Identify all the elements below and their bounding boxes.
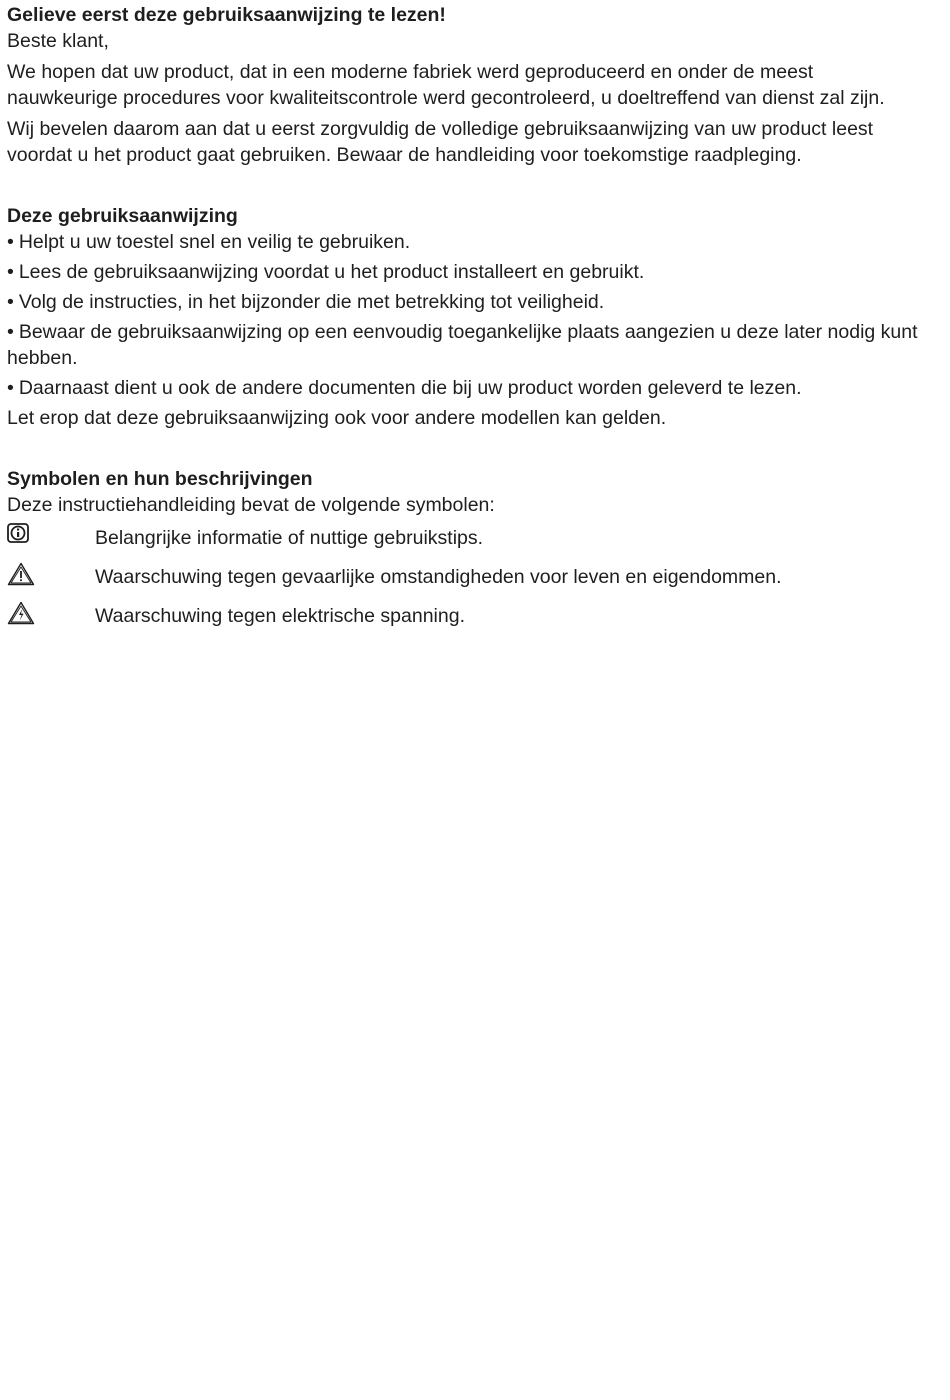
symbol-description: Waarschuwing tegen elektrische spanning. bbox=[95, 605, 465, 627]
symbol-description: Waarschuwing tegen gevaarlijke omstandigheden voor leven en eigendommen. bbox=[95, 566, 782, 588]
list-item-text: Daarnaast dient u ook de andere documenten die bij uw product worden geleverd te lezen. bbox=[18, 377, 802, 399]
manual-section-heading: Deze gebruiksaanwijzing bbox=[7, 204, 238, 227]
symbol-row-warning bbox=[7, 562, 922, 601]
list-item bbox=[7, 229, 922, 256]
symbol-description: Belangrijke informatie of nuttige gebruikstips. bbox=[95, 527, 484, 549]
symbols-intro: Deze instructiehandleiding bevat de volgende symbolen: bbox=[7, 493, 495, 516]
symbol-row-info bbox=[7, 523, 922, 562]
symbol-row-electric bbox=[7, 601, 922, 640]
list-item-text: Volg de instructies, in het bijzonder die met betrekking tot veiligheid. bbox=[18, 290, 605, 313]
warning-triangle-icon bbox=[7, 562, 95, 586]
list-item-text: Helpt u uw toestel snel en veilig te gebruiken. bbox=[18, 230, 411, 253]
intro-paragraph-2: Wij bevelen daarom aan dat u eerst zorgvuldig de volledige gebruiksaanwijzing van uw product leest voordat u het product gaat gebruiken. Bewaar de handleiding voor toekomstige raadpleging. bbox=[7, 117, 874, 166]
bullet-icon: • bbox=[7, 260, 14, 283]
list-item bbox=[7, 375, 922, 402]
page-title: Gelieve eerst deze gebruiksaanwijzing te lezen! bbox=[7, 4, 446, 26]
bullet-icon: • bbox=[7, 320, 14, 343]
list-item bbox=[7, 259, 922, 286]
symbols-list bbox=[7, 523, 922, 640]
spacer bbox=[7, 173, 922, 203]
list-item bbox=[7, 319, 922, 372]
manual-page bbox=[7, 2, 922, 640]
greeting: Beste klant, bbox=[7, 30, 109, 52]
bullet-icon: • bbox=[7, 230, 14, 253]
list-item-text: Bewaar de gebruiksaanwijzing op een eenvoudig toegankelijke plaats aangezien u deze later nodig kunt hebben. bbox=[7, 320, 918, 369]
intro-paragraph-1: We hopen dat uw product, dat in een moderne fabriek werd geproduceerd en onder de meest nauwkeurige procedures voor kwaliteitscontrole werd gecontroleerd, u doeltreffend van dienst zal zijn. bbox=[7, 60, 885, 109]
symbols-section-heading: Symbolen en hun beschrijvingen bbox=[7, 467, 313, 490]
bullet-icon: • bbox=[7, 290, 14, 313]
manual-note: Let erop dat deze gebruiksaanwijzing ook voor andere modellen kan gelden. bbox=[7, 407, 667, 429]
list-item-text: Lees de gebruiksaanwijzing voordat u het product installeert en gebruikt. bbox=[18, 260, 645, 283]
electric-warning-icon bbox=[7, 601, 95, 625]
list-item bbox=[7, 289, 922, 316]
spacer bbox=[7, 436, 922, 466]
bullet-icon: • bbox=[7, 377, 14, 399]
info-icon bbox=[7, 523, 95, 545]
manual-bullet-list bbox=[7, 229, 922, 402]
